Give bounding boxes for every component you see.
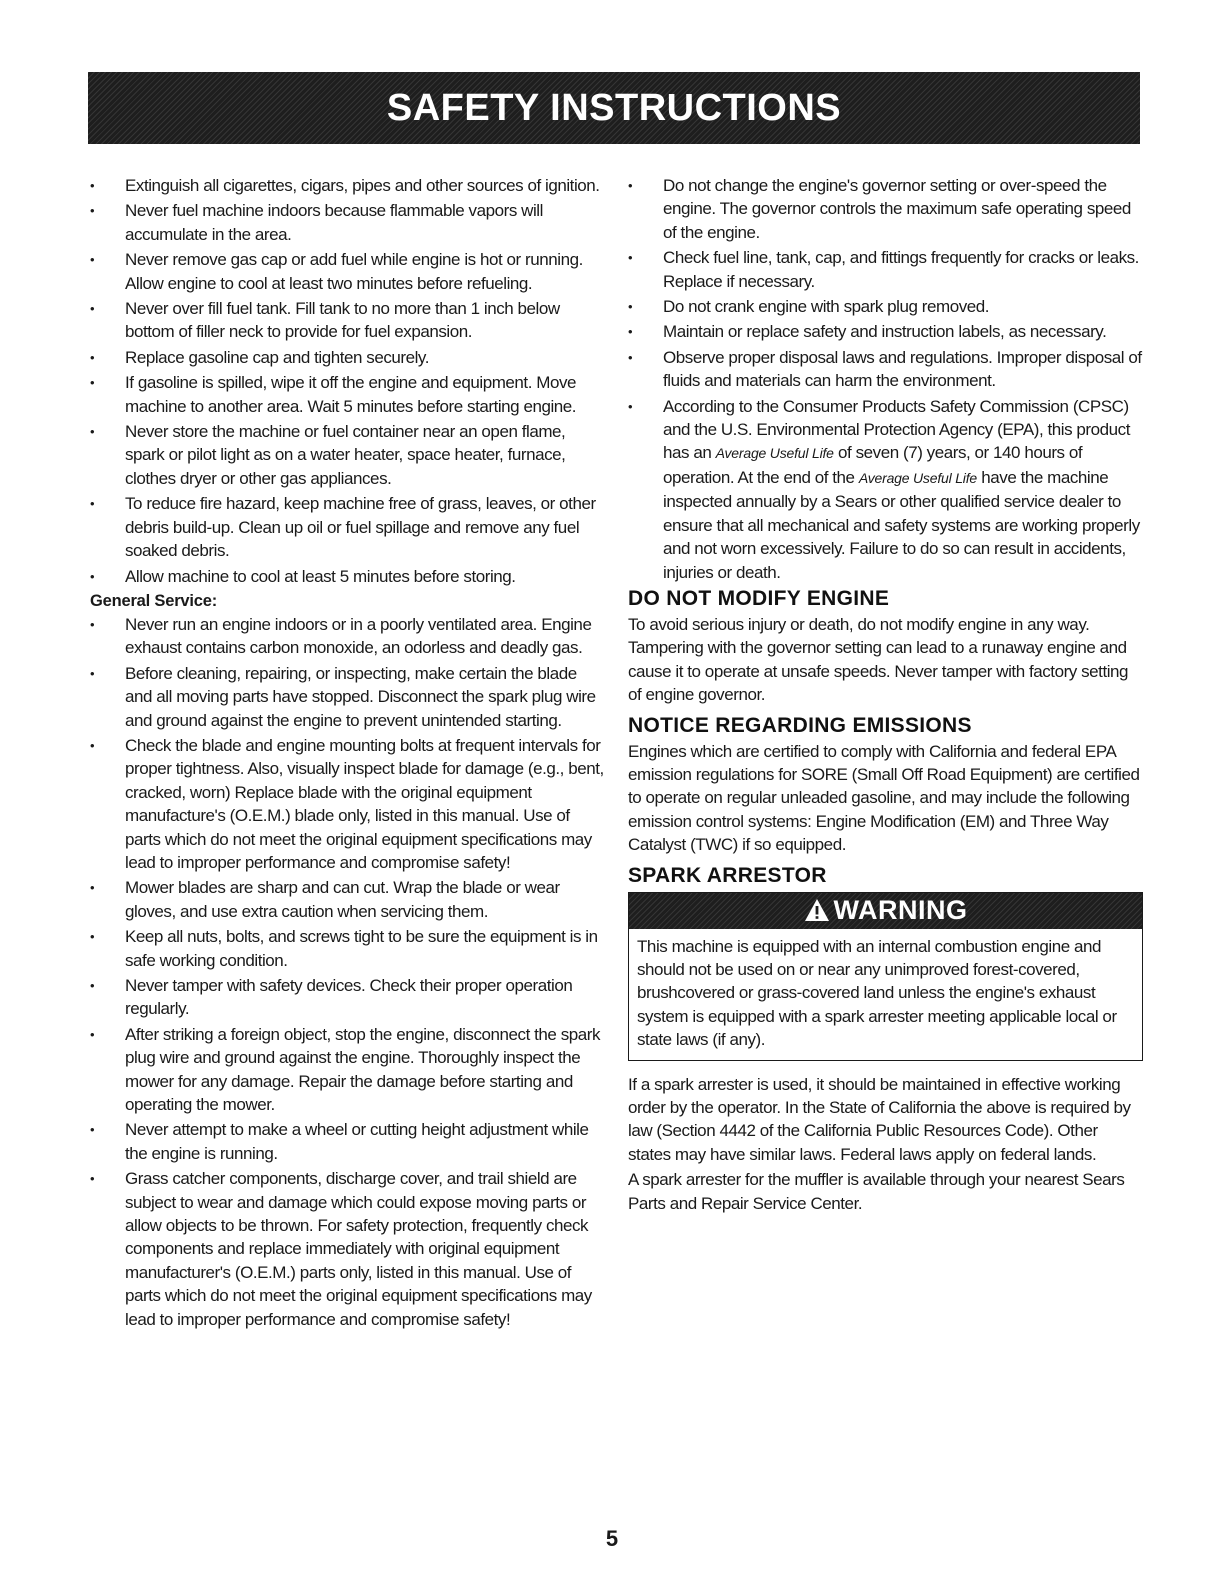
list-item: • To reduce fire hazard, keep machine free of grass, leaves, or other debris build-up. Clean up oil or fuel spillage and remove any fuel soaked debris. xyxy=(90,492,608,562)
average-useful-life-term: Average Useful Life xyxy=(715,445,834,462)
warning-title: WARNING xyxy=(833,895,968,926)
list-item: • Keep all nuts, bolts, and screws tight to be sure the equipment is in safe working condition. xyxy=(90,925,608,972)
list-item: • Replace gasoline cap and tighten securely. xyxy=(90,346,608,369)
list-item: • Do not change the engine's governor setting or over-speed the engine. The governor controls the maximum safe operating speed of the engine. xyxy=(628,174,1143,244)
do-not-modify-text: To avoid serious injury or death, do not modify engine in any way. Tampering with the governor setting can lead to a runaway engine and cause it to operate at unsafe speeds. Never tamper with factory setting of engine governor. xyxy=(628,614,1129,705)
list-item: • Check the blade and engine mounting bolts at frequent intervals for proper tightness. Also, visually inspect blade for damage (e.g., bent, cracked, worn) Replace blade with the original equipment manufacture's (O.E.M.) blade only, listed in this manual. Use of parts which do not meet the original equipment specifications may lead to improper performance and compromise safety! xyxy=(90,734,608,874)
list-item: • Never run an engine indoors or in a poorly ventilated area. Engine exhaust contains carbon monoxide, an odorless and deadly gas. xyxy=(90,613,608,660)
list-item: • Never store the machine or fuel container near an open flame, spark or pilot light as on a water heater, space heater, furnace, clothes dryer or other gas appliances. xyxy=(90,420,608,490)
list-item: • Never tamper with safety devices. Check their proper operation regularly. xyxy=(90,974,608,1021)
emissions-text: Engines which are certified to comply with California and federal EPA emission regulations for SORE (Small Off Road Equipment) are certified to operate on regular unleaded gasoline, and may include the following emission control systems: Engine Modification (EM) and Three Way Catalyst (TWC) if so equipped. xyxy=(628,741,1140,855)
list-item: • Do not crank engine with spark plug removed. xyxy=(628,295,1143,318)
emissions-heading: NOTICE REGARDING EMISSIONS xyxy=(628,713,972,737)
left-column xyxy=(90,174,608,1333)
list-item: • Never attempt to make a wheel or cutting height adjustment while the engine is running. xyxy=(90,1118,608,1165)
page-header-banner xyxy=(88,72,1140,144)
do-not-modify-heading: DO NOT MODIFY ENGINE xyxy=(628,586,890,610)
warning-box xyxy=(628,892,1143,1061)
list-item: • Check fuel line, tank, cap, and fittings frequently for cracks or leaks. Replace if necessary. xyxy=(628,246,1143,293)
list-item: • Grass catcher components, discharge cover, and trail shield are subject to wear and damage which could expose moving parts or allow objects to be thrown. For safety protection, frequently check components and replace immediately with original equipment manufacturer's (O.E.M.) parts only, listed in this manual. Use of parts which do not meet the original equipment specifications may lead to improper performance and compromise safety! xyxy=(90,1167,608,1331)
right-column xyxy=(628,174,1143,1215)
cpsc-list-item xyxy=(628,395,1143,584)
spark-arrester-paragraph: If a spark arrester is used, it should be maintained in effective working order by the operator. In the State of California the above is required by law (Section 4442 of the California Public Resources Code). Other states may have similar laws. Federal laws apply on federal lands. xyxy=(628,1074,1131,1164)
list-item: • Before cleaning, repairing, or inspecting, make certain the blade and all moving parts have stopped. Disconnect the spark plug wire and ground against the engine to prevent unintended starting. xyxy=(90,662,608,732)
general-service-heading: General Service: xyxy=(90,591,218,610)
list-item: • Maintain or replace safety and instruction labels, as necessary. xyxy=(628,320,1143,343)
list-item: • After striking a foreign object, stop the engine, disconnect the spark plug wire and ground against the engine. Thoroughly inspect the mower for any damage. Repair the damage before starting and operating the mower. xyxy=(90,1023,608,1117)
page-number: 5 xyxy=(605,1526,619,1551)
list-item: • Extinguish all cigarettes, cigars, pipes and other sources of ignition. xyxy=(90,174,608,197)
fuel-safety-list xyxy=(90,174,608,588)
average-useful-life-term: Average Useful Life xyxy=(858,469,977,486)
warning-header xyxy=(629,893,1142,929)
cpsc-text-part1: According to the Consumer Products Safety Commission (CPSC) and the U.S. Environmental Protection Agency (EPA), this product has an xyxy=(663,396,1130,463)
list-item: • Observe proper disposal laws and regulations. Improper disposal of fluids and materials can harm the environment. xyxy=(628,346,1143,393)
list-item: • Never remove gas cap or add fuel while engine is hot or running. Allow engine to cool at least two minutes before refueling. xyxy=(90,248,608,295)
list-item: • Mower blades are sharp and can cut. Wrap the blade or wear gloves, and use extra caution when servicing them. xyxy=(90,876,608,923)
general-service-list xyxy=(90,613,608,1331)
warning-text: This machine is equipped with an internal combustion engine and should not be used on or near any unimproved forest-covered, brushcovered or grass-covered land unless the engine's exhaust system is equipped with a spark arrester meeting applicable local or state laws (if any). xyxy=(637,936,1117,1050)
list-item: • If gasoline is spilled, wipe it off the engine and equipment. Move machine to another area. Wait 5 minutes before starting engine. xyxy=(90,371,608,418)
cpsc-text-part3: have the machine inspected annually by a Sears or other qualified service dealer to ensure that all mechanical and safety systems are working properly and not worn excessively. Failure to do so can result in accidents, injuries or death. xyxy=(663,467,1140,582)
list-item: • Never fuel machine indoors because flammable vapors will accumulate in the area. xyxy=(90,199,608,246)
cpsc-text-part2: of seven (7) years, or 140 hours of operation. At the end of the xyxy=(663,443,1083,487)
page-title: SAFETY INSTRUCTIONS xyxy=(386,86,842,129)
spark-arrestor-heading: SPARK ARRESTOR xyxy=(628,863,827,887)
list-item: • Allow machine to cool at least 5 minutes before storing. xyxy=(90,565,608,588)
list-item: • Never over fill fuel tank. Fill tank to no more than 1 inch below bottom of filler neck to provide for fuel expansion. xyxy=(90,297,608,344)
warning-triangle-icon xyxy=(804,898,830,927)
spark-arrester-availability: A spark arrester for the muffler is available through your nearest Sears Parts and Repair Service Center. xyxy=(628,1170,1125,1213)
engine-safety-list xyxy=(628,174,1143,584)
